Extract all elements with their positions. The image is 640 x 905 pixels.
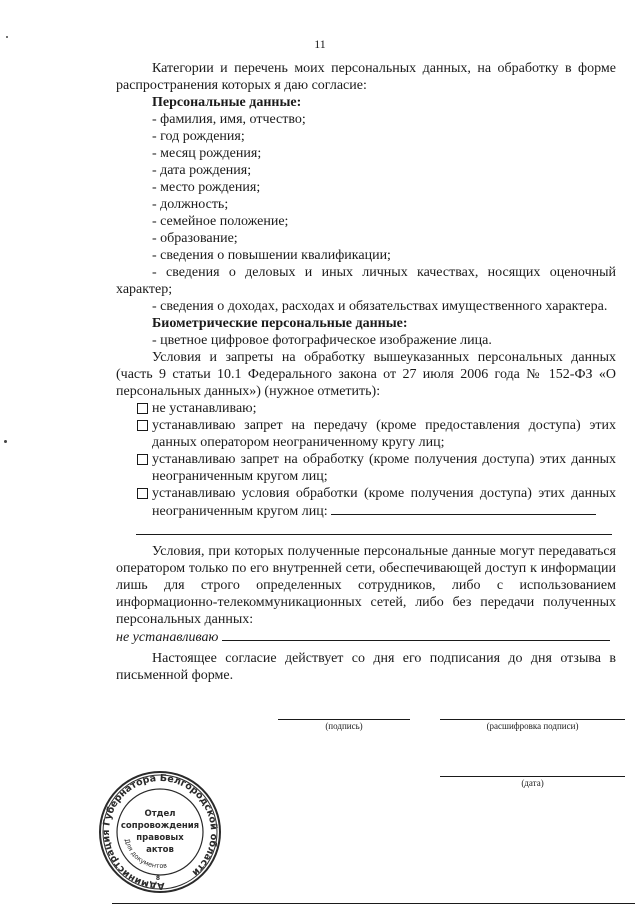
option-not-set[interactable] [116,400,616,417]
stamp-center-line: Отдел [144,809,176,819]
list-item: - сведения о деловых и иных личных качествах, носящих оценочный характер; [116,265,616,297]
validity-paragraph: Настоящее согласие действует со дня его подписания до дня отзыва в письменной форме. [116,651,616,683]
stamp-center-line: актов [146,845,174,855]
list-item: - дата рождения; [152,163,252,178]
list-item: - должность; [152,197,229,212]
option-label: устанавливаю условия обработки (кроме получения доступа) этих данных неограниченным кругом лиц: [152,486,616,519]
option-processing-conditions[interactable] [116,485,616,520]
option-label: устанавливаю запрет на передачу (кроме предоставления доступа) этих данных оператором неограниченному кругу лиц; [152,418,616,450]
option-label: не устанавливаю; [152,401,257,416]
date-caption: (дата) [440,776,625,788]
conditions-intro: Условия и запреты на обработку вышеуказанных персональных данных (часть 9 статьи 10.1 Федерального закона от 27 июля 2006 года № 152-ФЗ «О персональных данных») (нужное отметить): [116,350,616,399]
scan-speck [4,440,7,443]
official-stamp [98,770,222,894]
list-item: - сведения о доходах, расходах и обязательствах имущественного характера. [152,299,608,314]
stamp-number: 8 [155,875,161,882]
biometric-item: - цветное цифровое фотографическое изображение лица. [152,333,492,348]
checkbox[interactable] [137,454,148,465]
checkbox[interactable] [137,403,148,414]
signature-decoding-field[interactable] [440,719,625,731]
checkbox[interactable] [137,420,148,431]
signature-decoding-caption: (расшифровка подписи) [440,719,625,731]
list-item: - образование; [152,231,238,246]
list-item: - сведения о повышении квалификации; [152,248,391,263]
consent-text [116,60,616,684]
list-item: - место рождения; [152,180,261,195]
transfer-answer-line[interactable] [222,628,610,641]
stamp-center-line: сопровождения [120,821,200,831]
scan-speck [6,36,8,38]
list-item: - месяц рождения; [152,146,262,161]
conditions-fill-line[interactable] [331,502,596,515]
list-item: - год рождения; [152,129,245,144]
personal-data-list [116,111,616,264]
stamp-center-line: правовых [136,833,184,843]
list-item: - семейное положение; [152,214,289,229]
signature-caption: (подпись) [278,719,410,731]
page-number: 11 [314,37,326,51]
option-label: устанавливаю запрет на обработку (кроме получения доступа) этих данных неограниченным кругом лиц; [152,452,616,484]
checkbox[interactable] [137,488,148,499]
signature-field[interactable] [278,719,410,731]
date-field[interactable] [440,776,625,788]
transfer-answer-row [116,628,616,646]
stamp-rings [100,772,220,892]
option-transfer-ban[interactable] [116,417,616,451]
bottom-rule [112,903,635,904]
option-processing-ban[interactable] [116,451,616,485]
biometric-heading: Биометрические персональные данные: [152,316,408,331]
intro-paragraph: Категории и перечень моих персональных данных, на обработку в форме распространения которых я даю согласие: [116,61,616,93]
stamp-outer-text: Администрация Губернатора Белгородской области [100,772,220,892]
transfer-conditions: Условия, при которых полученные персональные данные могут передаваться оператором только по его внутренней сети, обеспечивающей доступ к информации лишь для строго определенных сотрудников, либо с использованием информационно-телекоммуникационных сетей, либо без передачи полученных персональных данных: [116,544,616,627]
personal-data-heading: Персональные данные: [152,95,302,110]
conditions-fill-line-2[interactable] [136,520,612,535]
list-item: - фамилия, имя, отчество; [152,112,306,127]
transfer-answer: не устанавливаю [116,630,219,645]
stamp-inner-text: Для документов [122,837,168,871]
